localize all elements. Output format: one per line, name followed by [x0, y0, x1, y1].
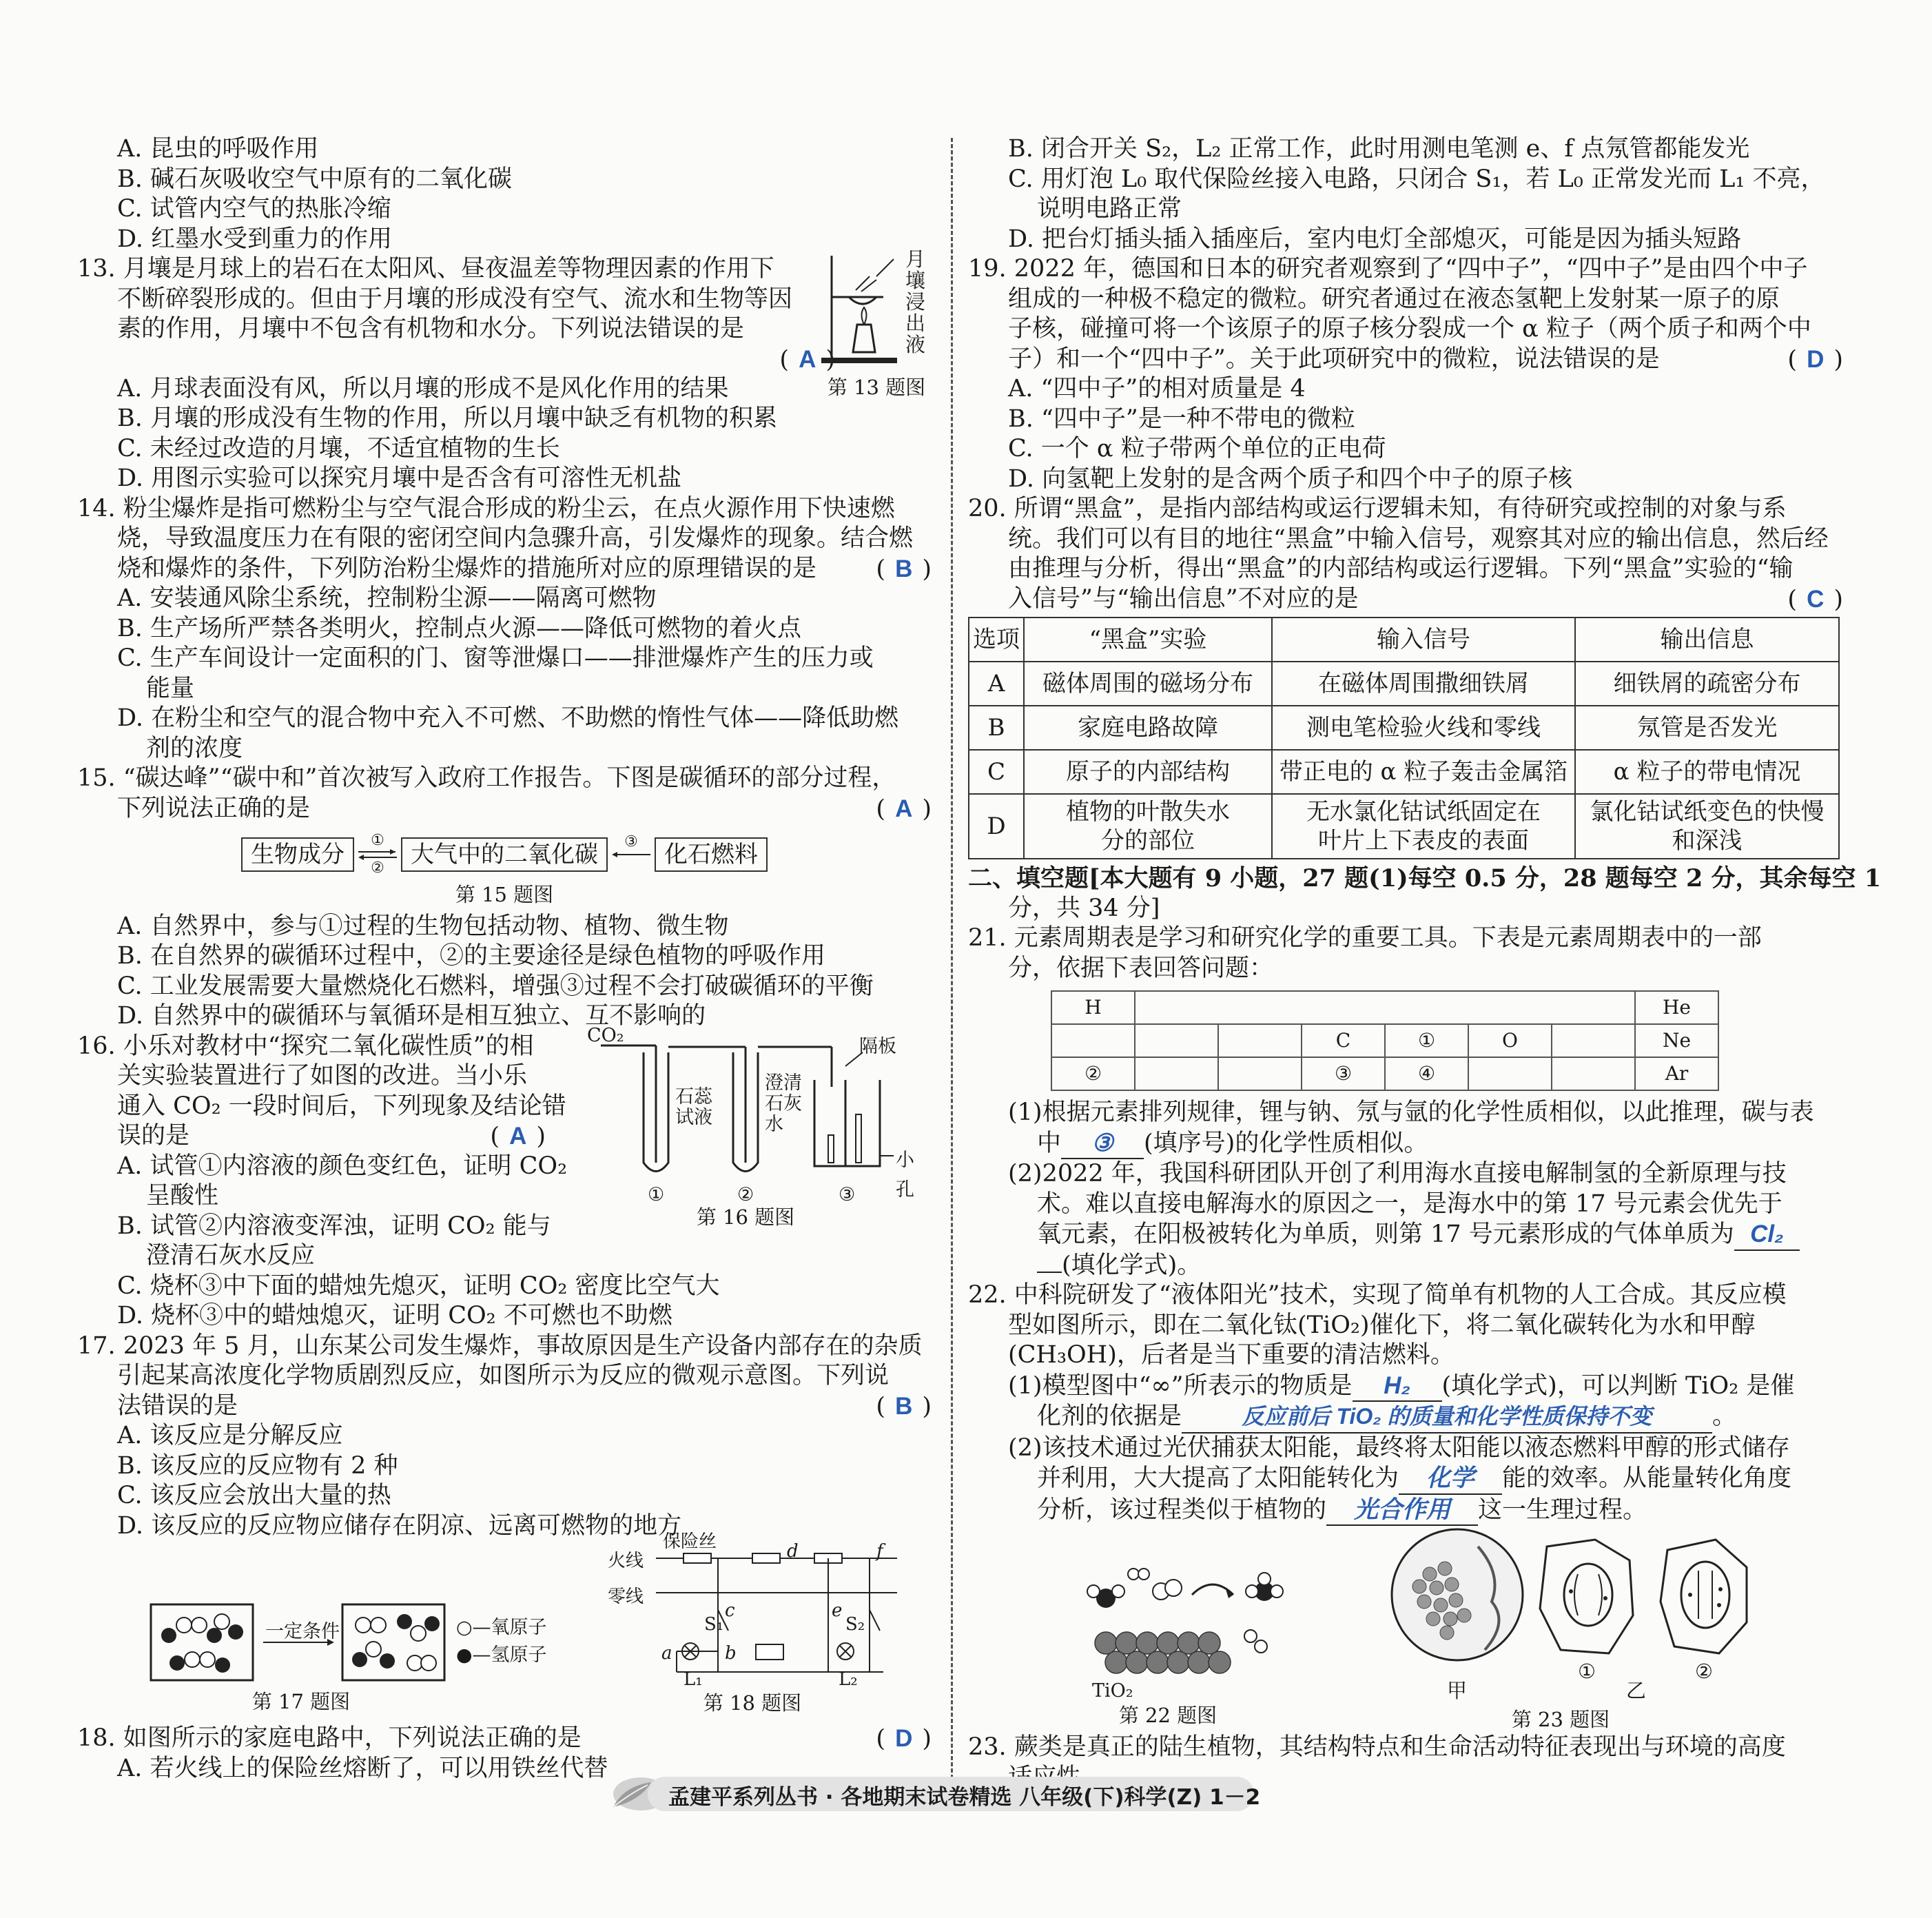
q21-part1-line1: (1)根据元素排列规律，锂与钠、氖与氩的化学性质相似，以此推理，碳与表 — [1008, 1099, 1814, 1126]
section-2-heading-cont: 分，共 34 分] — [1008, 894, 1160, 922]
q19-stem-4: 子）和一个“四中子”。关于此项研究中的微粒，说法错误的是 ( D ) — [968, 345, 1843, 375]
q13-answer-line — [77, 345, 932, 374]
q21-part2-line3: 氧元素，在阳极被转化为单质，则第 17 号元素形成的气体单质为 Cl₂ — [968, 1219, 1843, 1251]
q15-stem-2: 下列说法正确的是 ( A ) — [77, 794, 932, 824]
evaporation-apparatus-icon — [821, 249, 904, 366]
q18-option-b: B. 闭合开关 S₂，L₂ 正常工作，此时用测电笔测 e、f 点氖管都能发光 — [1008, 135, 1750, 163]
q15-answer: ( A ) — [876, 795, 932, 823]
left-column — [77, 134, 932, 1784]
q18-switch-s2: S₂ — [845, 1614, 865, 1635]
q20-stem-2: 统。我们可以有目的地往“黑盒”中输入信号，观察其对应的输出信息，然后经 — [1008, 524, 1829, 553]
page-footer — [586, 1773, 1309, 1815]
table-header: 输出信息 — [1575, 618, 1839, 662]
q17-answer: ( B ) — [876, 1392, 932, 1420]
q18-option-c: C. 用灯泡 L₀ 取代保险丝接入电路，只闭合 S₁，若 L₀ 正常发光而 L₁ 不亮， — [1008, 165, 1825, 193]
table-cell: α 粒子的带电情况 — [1575, 750, 1839, 794]
q16-option-b: B. 试管②内溶液变浑浊，证明 CO₂ 能与 — [117, 1212, 551, 1240]
q19-stem-1: 19. 2022 年，德国和日本的研究者观察到了“四中子”，“四中子”是由四个中子 — [968, 255, 1808, 283]
pt-cell: He — [1635, 991, 1718, 1024]
table-cell: 无水氯化钴试纸固定在叶片上下表皮的表面 — [1272, 794, 1575, 859]
q18-point-f: f — [876, 1541, 883, 1562]
q14-option-a: A. 安装通风除尘系统，控制粉尘源——隔离可燃物 — [117, 584, 657, 612]
q18-switch-s1: S₁ — [704, 1614, 724, 1635]
q16-gas-label: CO₂ — [587, 1024, 624, 1046]
periodic-table — [1051, 990, 1719, 1091]
q21-answer-1: ③ — [1061, 1128, 1144, 1160]
q17-option-d: D. 该反应的反应物应储存在阴凉、远离可燃物的地方 — [117, 1511, 682, 1540]
pt-cell: ② — [1051, 1057, 1135, 1090]
q14-option-d-cont: 剂的浓度 — [146, 734, 243, 762]
q18-neutral-wire-label: 零线 — [608, 1587, 644, 1607]
table-cell: 家庭电路故障 — [1024, 706, 1272, 750]
q13-block — [77, 247, 932, 494]
q22-caption: 第 22 题图 — [1118, 1704, 1217, 1727]
q19-answer: ( D ) — [1787, 345, 1843, 374]
q16-beaker-label: ③ — [839, 1183, 856, 1205]
q15-caption: 第 15 题图 — [455, 883, 554, 906]
pt-cell: ④ — [1385, 1057, 1468, 1090]
table-cell: 磁体周围的磁场分布 — [1024, 662, 1272, 706]
q16-block — [77, 1024, 932, 1332]
table-header-row — [969, 618, 1839, 662]
q18-option-d: D. 把台灯插头插入插座后，室内电灯全部熄灭，可能是因为插头短路 — [1008, 225, 1742, 253]
q19-stem-3: 子核，碰撞可将一个该原子的原子核分裂成一个 α 粒子（两个质子和两个中 — [1008, 315, 1811, 343]
q18-point-b: b — [725, 1643, 737, 1664]
q22-figure — [1078, 1553, 1299, 1726]
q13-option-d: D. 用图示实验可以探究月壤中是否含有可溶性无机盐 — [117, 465, 682, 492]
table-cell: 氖管是否发光 — [1575, 706, 1839, 750]
q12-option-d: D. 红墨水受到重力的作用 — [117, 225, 393, 253]
q12-option-c: C. 试管内空气的热胀冷缩 — [117, 195, 391, 223]
pt-cell: ① — [1385, 1024, 1468, 1057]
q13-figure — [821, 247, 938, 399]
q14-option-c-cont: 能量 — [146, 674, 195, 702]
q18-live-wire-label: 火线 — [608, 1551, 644, 1571]
q13-option-c: C. 未经过改造的月壤，不适宜植物的生长 — [117, 434, 560, 462]
q20-answer: ( C ) — [1787, 585, 1843, 613]
q13-stem-2: 不断碎裂形成的。但由于月壤的形成没有空气、流水和生物等因 — [117, 285, 793, 313]
q22-stem-3: (CH₃OH)，后者是当下重要的清洁燃料。 — [1008, 1341, 1455, 1369]
q14-stem-2: 烧，导致温度压力在有限的密闭空间内急骤升高，引发爆炸的现象。结合燃 — [117, 524, 914, 552]
q18-figure — [608, 1527, 925, 1720]
q22-part1-line2: 化剂的依据是 反应前后 TiO₂ 的质量和化学性质保持不变 。 — [968, 1402, 1843, 1434]
q22-tio2-label: TiO₂ — [1092, 1680, 1133, 1702]
q18-point-e: e — [832, 1600, 843, 1621]
q23-caption: 第 23 题图 — [1511, 1708, 1610, 1731]
table-cell: D — [969, 794, 1024, 859]
pt-cell: Ne — [1635, 1024, 1718, 1057]
q16-option-b-cont: 澄清石灰水反应 — [146, 1242, 316, 1269]
q17-option-a: A. 该反应是分解反应 — [117, 1422, 343, 1449]
q18-point-c: c — [725, 1600, 735, 1621]
pt-cell: ③ — [1302, 1057, 1385, 1090]
table-cell: 测电笔检验火线和零线 — [1272, 706, 1575, 750]
q23-label-yi: 乙 — [1626, 1679, 1647, 1702]
q13-option-b: B. 月壤的形成没有生物的作用，所以月壤中缺乏有机物的积累 — [117, 405, 777, 432]
q13-answer: ( A — [779, 345, 816, 374]
q16-stem-1: 16. 小乐对教材中“探究二氧化碳性质”的相 — [77, 1032, 534, 1060]
q16-option-a-cont: 呈酸性 — [146, 1182, 219, 1210]
q16-stem-4: 误的是 ( A ) — [77, 1121, 932, 1152]
q22-answer-1: H₂ — [1353, 1371, 1442, 1402]
q22-answer-3: 化学 — [1399, 1463, 1502, 1495]
table-cell: 细铁屑的疏密分布 — [1575, 662, 1839, 706]
carbon-cycle-diagram — [77, 833, 932, 876]
table-cell: B — [969, 706, 1024, 750]
q22-answer-2: 反应前后 TiO₂ 的质量和化学性质保持不变 — [1182, 1402, 1712, 1434]
q16-tube1-label: ① — [648, 1183, 665, 1205]
table-cell: C — [969, 750, 1024, 794]
q22-part2-line1: (2)该技术通过光伏捕获太阳能，最终将太阳能以液态燃料甲醇的形式储存 — [1008, 1434, 1790, 1462]
q17-option-b: B. 该反应的反应物有 2 种 — [117, 1451, 398, 1480]
flow-box-organisms: 生物成分 — [241, 837, 354, 872]
q17-q18-figures — [77, 1531, 932, 1724]
flow-arrows-12: ① ② — [357, 833, 398, 876]
flow-arrow-3: ③ — [610, 835, 652, 875]
q19-option-a: A. “四中子”的相对质量是 4 — [1008, 375, 1306, 402]
q14-option-d: D. 在粉尘和空气的混合物中充入不可燃、不助燃的惰性气体——降低助燃 — [117, 704, 899, 732]
q21-part2-line4: (填化学式)。 — [968, 1251, 1843, 1281]
q17-stem-3: 法错误的是 ( B ) — [77, 1391, 932, 1422]
q16-option-d: D. 烧杯③中的蜡烛熄灭，证明 CO₂ 不可燃也不助燃 — [117, 1302, 672, 1329]
q23-figure — [1381, 1519, 1795, 1731]
q16-figure — [587, 1024, 918, 1229]
q17-figure — [150, 1598, 577, 1722]
table-header: “黑盒”实验 — [1024, 618, 1272, 662]
q14-answer: ( B ) — [876, 555, 932, 583]
q22-part1-line1: (1)模型图中“∞”所表示的物质是 H₂ (填化学式)，可以判断 TiO₂ 是催 — [968, 1371, 1843, 1402]
q17-caption: 第 17 题图 — [251, 1690, 351, 1713]
q13-caption: 第 13 题图 — [827, 376, 926, 399]
q16-option-a: A. 试管①内溶液的颜色变红色，证明 CO₂ — [117, 1152, 568, 1180]
table-row — [969, 706, 1839, 750]
table-row — [969, 750, 1839, 794]
q14-stem-3: 烧和爆炸的条件，下列防治粉尘爆炸的措施所对应的原理错误的是 ( B ) — [77, 554, 932, 584]
q13-figure-label: 月壤浸出液 — [905, 247, 926, 356]
q21-stem-1: 21. 元素周期表是学习和研究化学的重要工具。下表是元素周期表中的一部 — [968, 924, 1762, 952]
q23-label-jia: 甲 — [1447, 1679, 1468, 1702]
pt-cell: H — [1051, 991, 1135, 1024]
pt-cell: Ar — [1635, 1057, 1718, 1090]
table-cell: A — [969, 662, 1024, 706]
q17-stem-2: 引起某高浓度化学物质剧烈反应，如图所示为反应的微观示意图。下列说 — [117, 1362, 890, 1389]
q17-oxygen-legend: ○—氧原子 — [456, 1617, 547, 1638]
q18-point-d: d — [787, 1541, 799, 1562]
q16-caption: 第 16 题图 — [696, 1205, 795, 1229]
q18-answer: ( D ) — [876, 1725, 932, 1753]
section-2-heading: 二、填空题[本大题有 9 小题，27 题(1)每空 0.5 分，28 题每空 2 分，其余每空 1 — [968, 864, 1882, 892]
q17-stem-1: 17. 2023 年 5 月，山东某公司发生爆炸，事故原因是生产设备内部存在的杂质 — [77, 1332, 923, 1360]
q16-stem-2: 关实验装置进行了如图的改进。当小乐 — [117, 1062, 528, 1090]
q12-option-b: B. 碱石灰吸收空气中原有的二氧化碳 — [117, 165, 512, 193]
q16-answer: ( A ) — [490, 1123, 546, 1150]
q16-stem-3: 通入 CO₂ 一段时间后，下列现象及结论错 — [117, 1092, 566, 1120]
table-row — [969, 794, 1839, 859]
table-cell: 在磁体周围撒细铁屑 — [1272, 662, 1575, 706]
q16-hole-label: 小孔 — [896, 1149, 914, 1201]
q14-option-c: C. 生产车间设计一定面积的门、窗等泄爆口——排泄爆炸产生的压力或 — [117, 644, 874, 672]
right-column — [968, 134, 1882, 1793]
q15-option-b: B. 在自然界的碳循环过程中，②的主要途径是绿色植物的呼吸作用 — [117, 942, 825, 970]
q21-part2-line2: 术。难以直接电解海水的原因之一，是海水中的第 17 号元素会优先于 — [1037, 1190, 1782, 1218]
q22-stem-1: 22. 中科院研发了“液体阳光”技术，实现了简单有机物的人工合成。其反应模 — [968, 1281, 1787, 1309]
table-cell: 植物的叶散失水分的部位 — [1024, 794, 1272, 859]
fern-microscope-icon — [1381, 1519, 1795, 1671]
q18-caption: 第 18 题图 — [703, 1691, 802, 1715]
q22-stem-2: 型如图所示，即在二氧化钛(TiO₂)催化下，将二氧化碳转化为水和甲醇 — [1008, 1311, 1756, 1339]
table-cell: 原子的内部结构 — [1024, 750, 1272, 794]
q16-baffle-label: 隔板 — [859, 1035, 896, 1057]
q20-stem-1: 20. 所谓“黑盒”，是指内部结构或运行逻辑未知，有待研究或控制的对象与系 — [968, 495, 1787, 522]
q13-stem-3: 素的作用，月壤中不包含有机物和水分。下列说法错误的是 — [117, 315, 745, 343]
black-box-table — [968, 617, 1840, 859]
q22-q23-figures — [968, 1526, 1843, 1733]
q17-option-c: C. 该反应会放出大量的热 — [117, 1482, 391, 1509]
q15-option-d: D. 自然界中的碳循环与氧循环是相互独立、互不影响的 — [117, 1002, 706, 1030]
q21-stem-2: 分，依据下表回答问题： — [1008, 954, 1274, 982]
q22-answer-4: 光合作用 — [1326, 1495, 1478, 1527]
table-header: 选项 — [969, 618, 1024, 662]
q21-answer-2: Cl₂ — [1734, 1219, 1800, 1251]
pt-cell: C — [1302, 1024, 1385, 1057]
column-divider — [951, 138, 953, 1785]
q17-condition-label: 一定条件 — [265, 1621, 340, 1642]
q19-option-b: B. “四中子”是一种不带电的微粒 — [1008, 405, 1355, 433]
table-cell: 带正电的 α 粒子轰击金属箔 — [1272, 750, 1575, 794]
q18-lamp-l1: L₁ — [684, 1669, 703, 1690]
q16-limewater-label: 澄清石灰水 — [765, 1072, 802, 1135]
q18-option-a: A. 若火线上的保险丝熔断了，可以用铁丝代替 — [117, 1754, 608, 1782]
table-header: 输入信号 — [1272, 618, 1575, 662]
q19-option-d: D. 向氢靶上发射的是含两个质子和四个中子的原子核 — [1008, 465, 1573, 493]
table-row — [969, 662, 1839, 706]
q22-part2-line2: 并利用，大大提高了太阳能转化为 化学 能的效率。从能量转化角度 — [968, 1463, 1843, 1495]
q22-part2-line3: 分析，该过程类似于植物的 光合作用 这一生理过程。 — [968, 1495, 1843, 1527]
q15-option-c: C. 工业发展需要大量燃烧化石燃料，增强③过程不会打破碳循环的平衡 — [117, 972, 874, 1000]
q12-option-a: A. 昆虫的呼吸作用 — [117, 135, 319, 163]
q14-option-b: B. 生产场所严禁各类明火，控制点火源——降低可燃物的着火点 — [117, 614, 801, 642]
q13-stem-1: 13. 月壤是月球上的岩石在太阳风、昼夜温差等物理因素的作用下 — [77, 255, 774, 283]
q18-lamp-l2: L₂ — [839, 1669, 858, 1690]
q15-option-a: A. 自然界中，参与①过程的生物包括动物、植物、微生物 — [117, 912, 729, 940]
q19-stem-2: 组成的一种极不稳定的微粒。研究者通过在液态氢靶上发射某一原子的原 — [1008, 285, 1780, 313]
q13-option-a: A. 月球表面没有风，所以月壤的形成不是风化作用的结果 — [117, 374, 729, 402]
pt-cell: O — [1468, 1024, 1552, 1057]
q15-stem-1: 15. “碳达峰”“碳中和”首次被写入政府工作报告。下图是碳循环的部分过程， — [77, 764, 896, 792]
flow-box-atmosphere-co2: 大气中的二氧化碳 — [401, 837, 608, 872]
q20-stem-4: 入信号”与“输出信息”不对应的是 ( C ) — [968, 584, 1843, 615]
q14-stem-1: 14. 粉尘爆炸是指可燃粉尘与空气混合形成的粉尘云，在点火源作用下快速燃 — [77, 494, 895, 522]
q19-option-c: C. 一个 α 粒子带两个单位的正电荷 — [1008, 435, 1386, 462]
q18-stem: 18. 如图所示的家庭电路中，下列说法正确的是 ( D ) — [77, 1724, 932, 1754]
table-cell: 氯化钴试纸变色的快慢和深浅 — [1575, 794, 1839, 859]
q21-part2-line1: (2)2022 年，我国科研团队开创了利用海水直接电解制氢的全新原理与技 — [1008, 1160, 1787, 1187]
q18-point-a: a — [661, 1643, 672, 1664]
q21-part1-line2: 中 ③ (填序号)的化学性质相似。 — [968, 1128, 1843, 1160]
q23-stem-1: 23. 蕨类是真正的陆生植物，其结构特点和生命活动特征表现出与环境的高度 — [968, 1733, 1786, 1761]
q16-litmus-label: 石蕊试液 — [675, 1085, 712, 1128]
footer-text: 孟建平系列丛书 · 各地期末试卷精选 八年级(下)科学(Z) 1－2 — [668, 1785, 1261, 1810]
q20-stem-3: 由推理与分析，得出“黑盒”的内部结构或运行逻辑。下列“黑盒”实验的“输 — [1008, 555, 1794, 582]
q18-fuse-label: 保险丝 — [663, 1531, 717, 1552]
q16-tube2-label: ② — [737, 1183, 754, 1205]
q23-label-1: ① — [1578, 1660, 1596, 1683]
q17-hydrogen-legend: ●—氢原子 — [456, 1644, 547, 1666]
q18-option-c-cont: 说明电路正常 — [1037, 195, 1182, 223]
q16-option-c: C. 烧杯③中下面的蜡烛先熄灭，证明 CO₂ 密度比空气大 — [117, 1272, 720, 1300]
q23-label-2: ② — [1695, 1660, 1713, 1683]
flow-box-fossil-fuel: 化石燃料 — [655, 837, 768, 872]
tio2-catalyst-icon — [1078, 1553, 1299, 1691]
